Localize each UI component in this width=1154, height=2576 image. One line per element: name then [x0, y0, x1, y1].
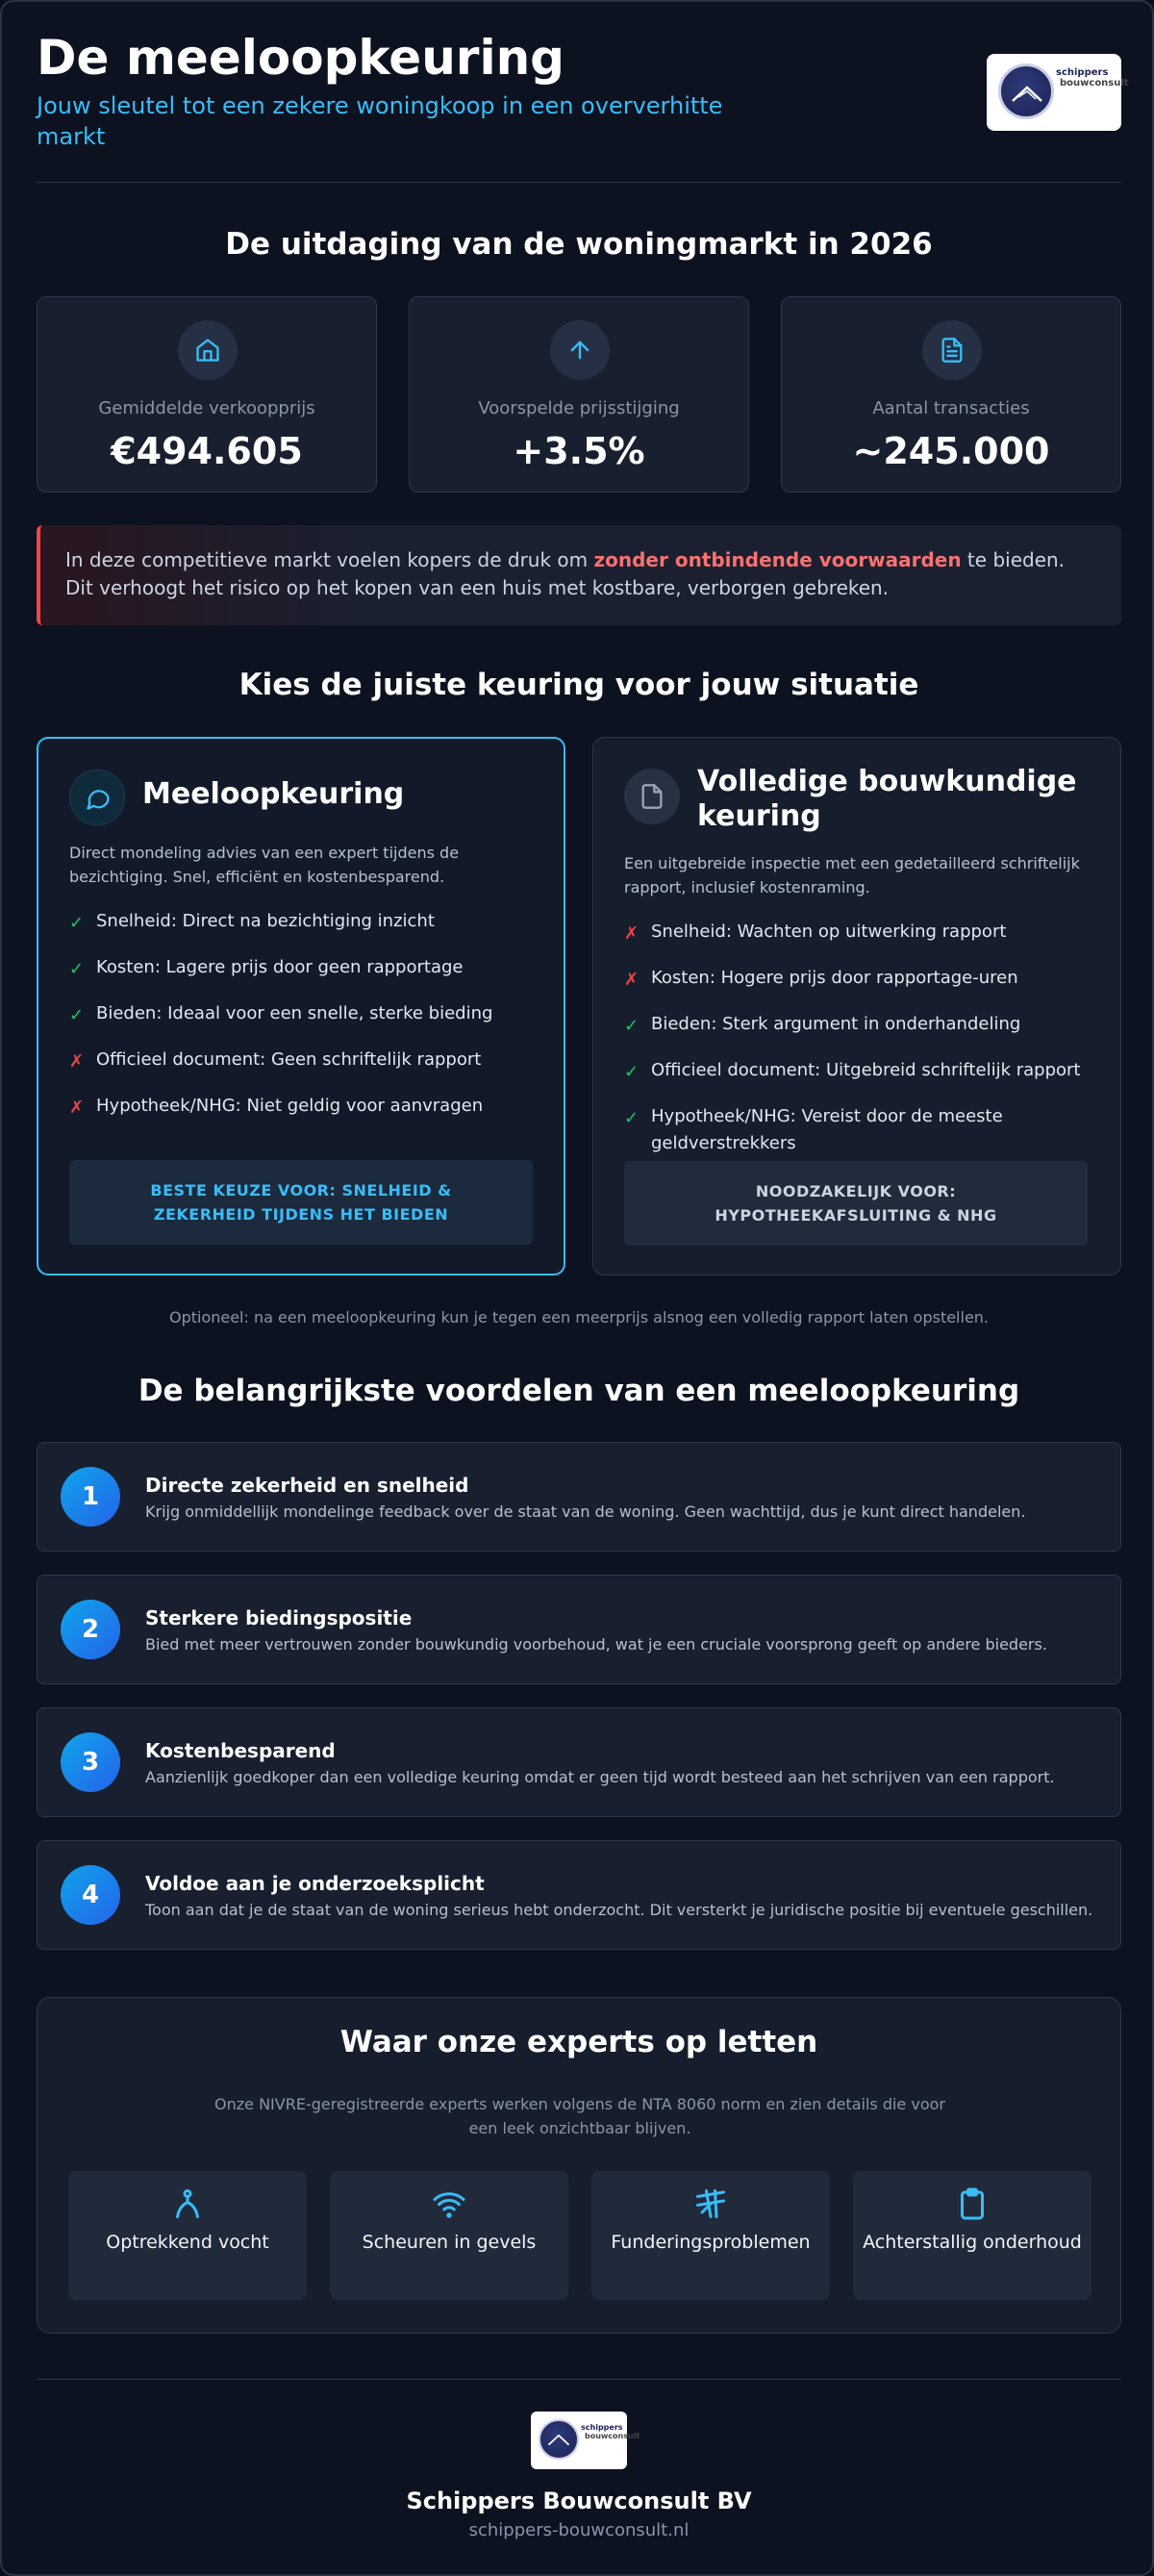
chat-bubble-icon [69, 770, 125, 825]
footer-website-link[interactable]: schippers-bouwconsult.nl [468, 2520, 690, 2540]
header-divider [37, 182, 1121, 183]
choice-section-title: Kies de juiste keuring voor jouw situatie [238, 668, 919, 702]
stat-label: Aantal transacties [872, 398, 1030, 418]
expert-label: Funderingsproblemen [611, 2232, 811, 2253]
stat-value: +3.5% [513, 430, 645, 472]
benefit-text: Krijg onmiddellijk mondelinge feedback over de staat van de woning. Geen wachttijd, dus je kunt direct handelen. [145, 1503, 1026, 1521]
experts-description: Onze NIVRE-geregistreerde experts werken volgens de NTA 8060 norm en zien details die voor een leek onzichtbaar blijven. [214, 2095, 945, 2137]
benefit-title: Directe zekerheid en snelheid [145, 1474, 469, 1497]
file-icon [624, 769, 680, 824]
benefits-section-title: De belangrijkste voordelen van een meeloopkeuring [138, 1374, 1020, 1408]
expert-label: Achterstallig onderhoud [863, 2232, 1082, 2253]
house-icon [178, 320, 238, 380]
expert-item-cracks [330, 2171, 568, 2300]
header [37, 29, 1129, 154]
list-item: ✓ Officieel document: Uitgebreid schriftelijk rapport [624, 1057, 1095, 1084]
check-icon: ✓ [624, 1108, 640, 1128]
benefit-text: Bied met meer vertrouwen zonder bouwkundig voorbehoud, wat je een cruciale voorsprong geeft op andere bieders. [145, 1635, 1047, 1654]
stat-card-price [37, 296, 377, 492]
expert-item-maintenance [853, 2171, 1091, 2300]
logo-wordmark: schippers bouwconsult [1056, 67, 1129, 88]
optional-note: Optioneel: na een meeloopkeuring kun je tegen een meerprijs alsnog een volledig rapport laten opstellen. [168, 1308, 990, 1326]
list-item: ✓ Bieden: Ideaal voor een snelle, sterke bieding [69, 1000, 540, 1027]
stat-value: €494.605 [111, 430, 303, 472]
logo-badge-icon [998, 63, 1054, 119]
list-item: ✗ Kosten: Hogere prijs door rapportage-uren [624, 965, 1095, 992]
benefit-item [37, 1840, 1121, 1950]
stat-card-transactions [781, 296, 1121, 492]
card-description: Een uitgebreide inspectie met een gedetailleerd schriftelijk rapport, inclusief kostenraming. [624, 854, 1080, 897]
page-subtitle: Jouw sleutel tot een zekere woningkoop in een oververhitte markt [37, 92, 723, 150]
number-badge: 2 [61, 1600, 120, 1659]
cross-icon: ✗ [624, 923, 640, 944]
stat-value: ~245.000 [852, 430, 1050, 472]
card-recommendation-badge: NOODZAKELIJK VOOR: HYPOTHEEKAFSLUITING & NHG [624, 1161, 1088, 1246]
arrow-up-icon [550, 320, 610, 380]
check-icon: ✓ [69, 959, 85, 979]
list-item: ✗ Snelheid: Wachten op uitwerking rapport [624, 919, 1095, 946]
list-item: ✓ Hypotheek/NHG: Vereist door de meeste geldverstrekkers [624, 1106, 1003, 1153]
card-recommendation-badge: BESTE KEUZE VOOR: SNELHEID & ZEKERHEID TIJDENS HET BIEDEN [69, 1160, 533, 1245]
benefit-title: Sterkere biedingspositie [145, 1606, 413, 1629]
stat-card-growth [409, 296, 749, 492]
logo-wordmark: schippers bouwconsult [581, 2423, 640, 2440]
stat-label: Gemiddelde verkoopprijs [98, 398, 315, 418]
alert-highlight: zonder ontbindende voorwaarden [593, 548, 962, 571]
expert-item-foundation [591, 2171, 830, 2300]
cross-icon: ✗ [69, 1051, 85, 1072]
footer-divider [37, 2379, 1121, 2380]
logo-badge-icon [539, 2419, 579, 2460]
list-item: ✗ Officieel document: Geen schriftelijk rapport [69, 1047, 540, 1073]
feature-list [624, 919, 1095, 1176]
list-item: ✗ Hypotheek/NHG: Niet geldig voor aanvragen [69, 1093, 540, 1120]
expert-item-moisture [68, 2171, 307, 2300]
benefit-title: Kostenbesparend [145, 1739, 336, 1762]
check-icon: ✓ [624, 1062, 640, 1082]
moisture-icon [170, 2186, 205, 2221]
document-icon [922, 320, 982, 380]
company-logo[interactable] [987, 54, 1129, 131]
experts-title: Waar onze experts op letten [339, 2025, 818, 2059]
page-title: De meeloopkeuring [37, 30, 564, 86]
number-badge: 3 [61, 1732, 120, 1792]
check-icon: ✓ [69, 913, 85, 933]
list-item: ✓ Kosten: Lagere prijs door geen rapportage [69, 954, 540, 981]
footer-company-name: Schippers Bouwconsult BV [406, 2488, 752, 2514]
check-icon: ✓ [69, 1005, 85, 1025]
experts-panel [37, 1997, 1121, 2334]
benefit-text: Toon aan dat je de staat van de woning serieus hebt onderzocht. Dit versterkt je juridische positie bij eventuele geschillen. [145, 1901, 1093, 1919]
benefit-item [37, 1442, 1121, 1552]
stat-label: Voorspelde prijsstijging [478, 398, 680, 418]
benefit-item [37, 1575, 1121, 1684]
list-item: ✓ Snelheid: Direct na bezichtiging inzicht [69, 908, 540, 935]
card-description: Direct mondeling advies van een expert tijdens de bezichtiging. Snel, efficiënt en kostenbesparend. [69, 844, 460, 886]
cross-icon: ✗ [624, 970, 640, 990]
cracks-icon [432, 2186, 466, 2221]
cross-icon: ✗ [69, 1098, 85, 1118]
card-title: Meeloopkeuring [142, 777, 405, 811]
footer-logo[interactable] [531, 2412, 640, 2469]
number-badge: 1 [61, 1467, 120, 1527]
card-volledige-keuring[interactable] [592, 737, 1121, 1275]
card-meeloopkeuring[interactable] [37, 737, 565, 1275]
expert-label: Optrekkend vocht [106, 2232, 269, 2253]
card-title: Volledige bouwkundige keuring [697, 765, 1077, 833]
expert-label: Scheuren in gevels [362, 2232, 537, 2253]
list-item: ✓ Bieden: Sterk argument in onderhandeling [624, 1011, 1095, 1038]
market-alert: In deze competitieve markt voelen kopers de druk om zonder ontbindende voorwaarden te bieden. Dit verhoogt het risico op het kopen van een huis met kostbare, verborgen gebreken. [37, 525, 1121, 625]
benefit-item [37, 1707, 1121, 1817]
feature-list [69, 908, 540, 1139]
benefit-text: Aanzienlijk goedkoper dan een volledige keuring omdat er geen tijd wordt besteed aan het schrijven van een rapport. [145, 1768, 1055, 1786]
clipboard-icon [955, 2186, 990, 2221]
check-icon: ✓ [624, 1016, 640, 1036]
benefit-title: Voldoe aan je onderzoeksplicht [145, 1872, 485, 1895]
foundation-icon [693, 2186, 728, 2221]
market-section-title: De uitdaging van de woningmarkt in 2026 [225, 227, 933, 262]
number-badge: 4 [61, 1865, 120, 1925]
